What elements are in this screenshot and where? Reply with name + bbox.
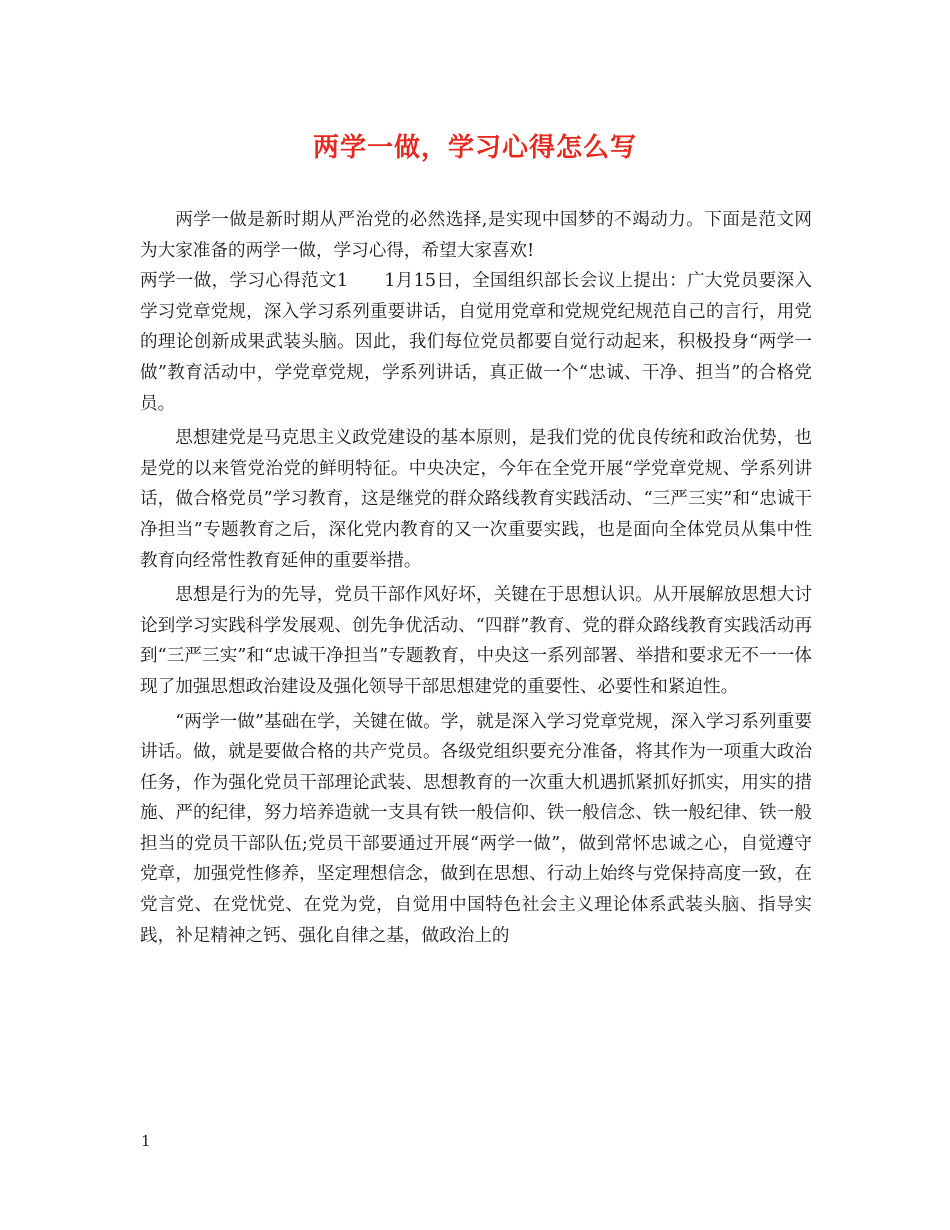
paragraph-1: 两学一做，学习心得范文1 1月15日，全国组织部长会议上提出：广大党员要深入学习党章党规，深入学习系列重要讲话，自觉用党章和党规党纪规范自己的言行，用党的理论创新成果武装头脑。因此，我们每位党员都要自觉行动起来，积极投身“两学一做”教育活动中，学党章党规，学系列讲话，真正做一个“忠诚、干净、担当”的合格党员。 bbox=[140, 271, 812, 414]
paragraph-4: “两学一做”基础在学，关键在做。学，就是深入学习党章党规，深入学习系列重要讲话。做，就是要做合格的共产党员。各级党组织要充分准备，将其作为一项重大政治任务，作为强化党员干部理论武装、思想教育的一次重大机遇抓紧抓好抓实，用实的措施、严的纪律，努力培养造就一支具有铁一般信仰、铁一般信念、铁一般纪律、铁一般担当的党员干部队伍;党员干部要通过开展“两学一做”，做到常怀忠诚之心，自觉遵守党章，加强党性修养，坚定理想信念，做到在思想、行动上始终与党保持高度一致，在党言党、在党忧党、在党为党，自觉用中国特色社会主义理论体系武装头脑、指导实践，补足精神之钙、强化自律之基，做政治上的 bbox=[140, 711, 812, 946]
paragraph-2: 思想建党是马克思主义政党建设的基本原则，是我们党的优良传统和政治优势，也是党的以来管党治党的鲜明特征。中央决定，今年在全党开展“学党章党规、学系列讲话，做合格党员”学习教育，这是继党的群众路线教育实践活动、“三严三实”和“忠诚干净担当”专题教育之后，深化党内教育的又一次重要实践，也是面向全体党员从集中性教育向经常性教育延伸的重要举措。 bbox=[140, 428, 812, 571]
document-body bbox=[140, 205, 812, 951]
intro-paragraph: 两学一做是新时期从严治党的必然选择,是实现中国梦的不竭动力。下面是范文网为大家准备的两学一做，学习心得，希望大家喜欢! bbox=[140, 210, 812, 261]
document-title: 两学一做，学习心得怎么写 bbox=[312, 133, 637, 163]
paragraph-3: 思想是行为的先导，党员干部作风好坏，关键在于思想认识。从开展解放思想大讨论到学习实践科学发展观、创先争优活动、“四群”教育、党的群众路线教育实践活动再到“三严三实”和“忠诚干净担当”专题教育，中央这一系列部署、举措和要求无不一一体现了加强思想政治建设及强化领导干部思想建党的重要性、必要性和紧迫性。 bbox=[140, 585, 812, 697]
page-number: 1 bbox=[141, 1132, 151, 1150]
